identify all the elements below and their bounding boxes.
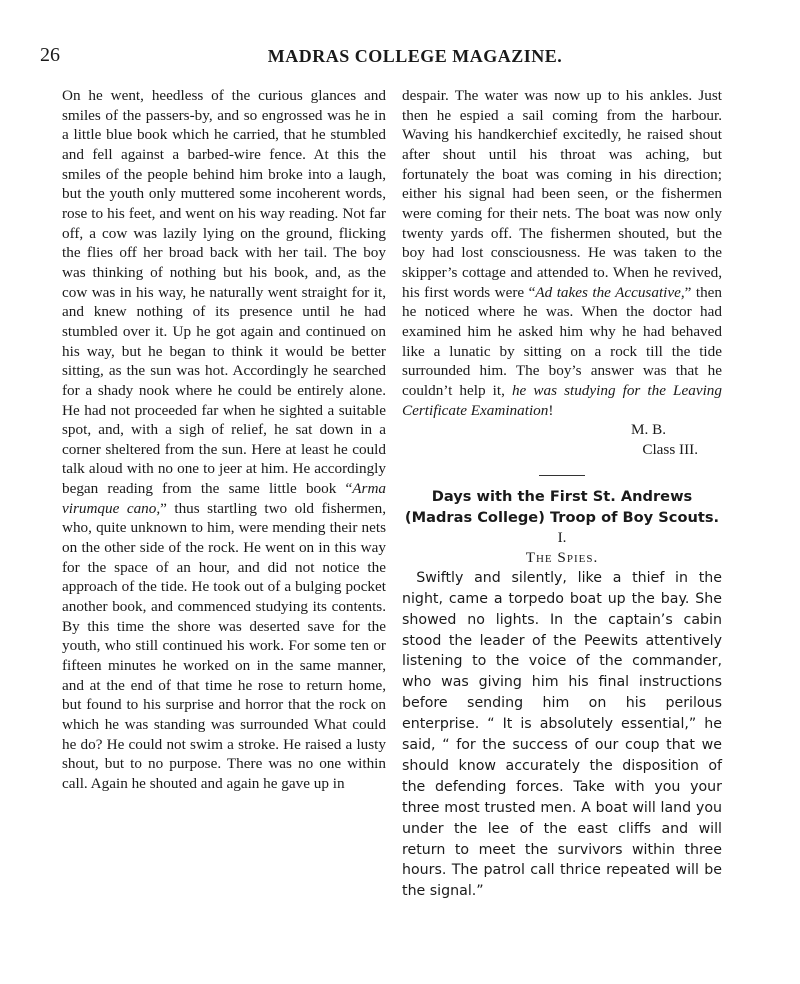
story-paragraph-end (402, 86, 722, 420)
grammar-quote: Ad takes the Accusative, (535, 283, 685, 301)
author-class: Class III. (642, 440, 698, 458)
section-number: I. (557, 529, 567, 547)
page-number: 26 (40, 44, 60, 66)
story-text: On he went, heedless of the curious glances and smiles of the passers-by, and so engrossed was he in a little blue book which he carried, that he stumbled and fell against a barbed-wire fence. At this the smiles of the people behind him broke into a laugh, but the youth only muttered some incoherent words, rose to his feet, and went on his way reading. Not far off, a cow was lazily lying on the ground, flicking the flies off her broad back with her tail. The boy was thinking of nothing but his book, and, as the cow was in his way, he naturally went straight for it, and knew nothing of its presence until he had stumbled over it. Up he got again and continued on his way, but he began to think it would be better sitting, as the sun was hot. Accordingly he searched for a shady nook where he could be entirely alone. He had not proceeded far when he sighted a suitable spot, and, with a sigh of relief, he sat down in a corner sheltered from the sun. Here at least he could talk aloud with no one to jeer at him. He accordingly began reading from the same little book “ (62, 87, 386, 498)
article-paragraph: Swiftly and silently, like a thief in the night, came a torpedo boat up the bay. She showed no lights. In the captain’s cabin stood the leader of the Peewits attentively listening to the voice of the commander, who was giving him his final instructions before sending him on his perilous enterprise. “ It is absolutely essential,” he said, “ for the success of our coup that we should know accurately the disposition of the defending forces. Take with you your three most trusted men. A boat will land you under the lee of the east cliffs and will return to meet the survivors within three hours. The patrol call thrice repeated will be the signal.” (402, 569, 722, 900)
story-text: despair. The water was now up to his ankles. Just then he espied a sail coming from the harbour. Waving his handkerchief excitedly, he raised shout after shout until his throat was aching, but fortunately the boat was coming in his direction; either his signal had been seen, or the fishermen were coming for their nets. The boat was now only twenty yards off. The fishermen shouted, but the boy had lost consciousness. He was taken to the skipper’s cottage and attended to. When he revived, his first words were “ (402, 87, 722, 301)
author-initials: M. B. (630, 421, 666, 439)
story-text: ! (548, 401, 554, 419)
section-divider (539, 475, 585, 476)
left-column (62, 86, 386, 794)
article-title: Days with the First St. Andrews (Madras College) Troop of Boy Scouts. (404, 488, 720, 527)
story-text: ” then he noticed where he was. When the doctor had examined him he asked him why he had behaved like a lunatic by sitting on a rock till the tide surrounded him. The boy’s answer was that he couldn’t help it, (402, 283, 723, 399)
story-text: ” thus startling two old fishermen, who, quite unknown to him, were mending their nets on the other side of the rock. He went on in this way for the space of an hour, and did not notice the approach of the tide. He took out of a bulging pocket another book, and commenced studying its contents. By this time the shore was deserted save for the youth, who still continued his work. For some ten or fifteen minutes he worked on in the same manner, and at the end of that time he rose to return home, but found to his surprise and horror that the rock on which he was standing was surrounded What could he do? He could not swim a stroke. He raised a lusty shout, but to no purpose. There was no one within call. Again he shouted and again he gave up in (62, 499, 387, 792)
story-paragraph-continued (62, 86, 386, 794)
running-title: MADRAS COLLEGE MAGAZINE. (267, 46, 563, 66)
right-column (402, 86, 722, 902)
latin-quote: Arma virumque cano, (62, 480, 386, 517)
exam-phrase: he was studying for the Leaving Certificate Examination (402, 381, 722, 419)
section-title: The Spies. (525, 549, 599, 567)
